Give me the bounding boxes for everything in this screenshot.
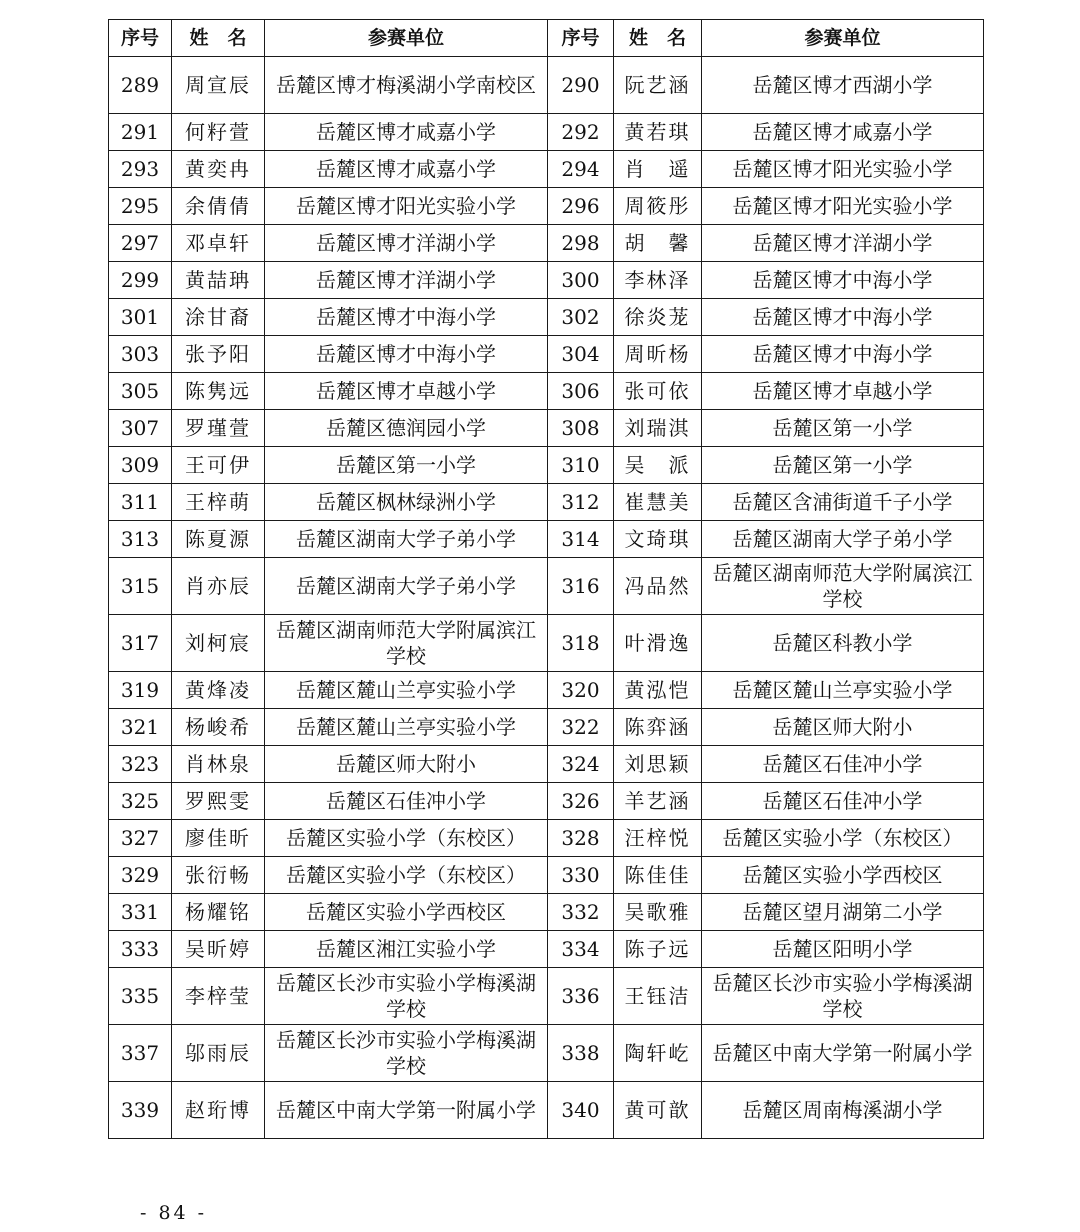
- name-cell: 杨峻希: [172, 709, 265, 746]
- unit-cell: 岳麓区麓山兰亭实验小学: [702, 672, 984, 709]
- name-cell: 赵珩博: [172, 1082, 265, 1139]
- header-seq-left: 序号: [109, 20, 172, 57]
- name-cell: 邬雨辰: [172, 1025, 265, 1082]
- seq-cell: 324: [548, 746, 614, 783]
- seq-cell: 319: [109, 672, 172, 709]
- unit-cell: 岳麓区第一小学: [702, 447, 984, 484]
- name-cell: 周昕杨: [614, 336, 702, 373]
- seq-cell: 328: [548, 820, 614, 857]
- name-cell: 李林泽: [614, 262, 702, 299]
- unit-cell: 岳麓区博才咸嘉小学: [702, 114, 984, 151]
- unit-cell: 岳麓区含浦街道千子小学: [702, 484, 984, 521]
- name-cell: 吴昕婷: [172, 931, 265, 968]
- name-cell: 张可依: [614, 373, 702, 410]
- unit-cell: 岳麓区湖南师范大学附属滨江学校: [265, 615, 548, 672]
- table-row: [109, 1025, 984, 1082]
- seq-cell: 329: [109, 857, 172, 894]
- unit-cell: 岳麓区长沙市实验小学梅溪湖学校: [702, 968, 984, 1025]
- name-cell: 肖 遥: [614, 151, 702, 188]
- seq-cell: 317: [109, 615, 172, 672]
- table-row: [109, 931, 984, 968]
- unit-cell: 岳麓区博才咸嘉小学: [265, 151, 548, 188]
- seq-cell: 297: [109, 225, 172, 262]
- seq-cell: 305: [109, 373, 172, 410]
- unit-cell: 岳麓区周南梅溪湖小学: [702, 1082, 984, 1139]
- name-cell: 涂甘裔: [172, 299, 265, 336]
- name-cell: 邓卓轩: [172, 225, 265, 262]
- table-row: [109, 746, 984, 783]
- seq-cell: 291: [109, 114, 172, 151]
- seq-cell: 327: [109, 820, 172, 857]
- seq-cell: 293: [109, 151, 172, 188]
- seq-cell: 312: [548, 484, 614, 521]
- name-cell: 黄若琪: [614, 114, 702, 151]
- table-row: [109, 783, 984, 820]
- table-row: [109, 820, 984, 857]
- name-cell: 张予阳: [172, 336, 265, 373]
- name-cell: 刘思颖: [614, 746, 702, 783]
- unit-cell: 岳麓区博才洋湖小学: [265, 262, 548, 299]
- header-seq-right: 序号: [548, 20, 614, 57]
- seq-cell: 307: [109, 410, 172, 447]
- unit-cell: 岳麓区长沙市实验小学梅溪湖学校: [265, 1025, 548, 1082]
- seq-cell: 300: [548, 262, 614, 299]
- unit-cell: 岳麓区湖南大学子弟小学: [702, 521, 984, 558]
- header-name-left: 姓 名: [172, 20, 265, 57]
- unit-cell: 岳麓区长沙市实验小学梅溪湖学校: [265, 968, 548, 1025]
- seq-cell: 326: [548, 783, 614, 820]
- unit-cell: 岳麓区实验小学（东校区）: [265, 820, 548, 857]
- unit-cell: 岳麓区湖南师范大学附属滨江学校: [702, 558, 984, 615]
- seq-cell: 333: [109, 931, 172, 968]
- unit-cell: 岳麓区实验小学（东校区）: [702, 820, 984, 857]
- unit-cell: 岳麓区麓山兰亭实验小学: [265, 672, 548, 709]
- header-unit-right: 参赛单位: [702, 20, 984, 57]
- unit-cell: 岳麓区望月湖第二小学: [702, 894, 984, 931]
- unit-cell: 岳麓区博才梅溪湖小学南校区: [265, 57, 548, 114]
- unit-cell: 岳麓区湘江实验小学: [265, 931, 548, 968]
- table-row: [109, 336, 984, 373]
- seq-cell: 298: [548, 225, 614, 262]
- table-row: [109, 188, 984, 225]
- unit-cell: 岳麓区中南大学第一附属小学: [265, 1082, 548, 1139]
- table-row: [109, 1082, 984, 1139]
- table-body: [109, 57, 984, 1139]
- unit-cell: 岳麓区博才洋湖小学: [265, 225, 548, 262]
- name-cell: 陈隽远: [172, 373, 265, 410]
- name-cell: 叶滑逸: [614, 615, 702, 672]
- seq-cell: 331: [109, 894, 172, 931]
- table-row: [109, 373, 984, 410]
- table-row: [109, 225, 984, 262]
- seq-cell: 301: [109, 299, 172, 336]
- seq-cell: 294: [548, 151, 614, 188]
- name-cell: 陈夏源: [172, 521, 265, 558]
- name-cell: 肖林泉: [172, 746, 265, 783]
- seq-cell: 338: [548, 1025, 614, 1082]
- seq-cell: 290: [548, 57, 614, 114]
- unit-cell: 岳麓区石佳冲小学: [265, 783, 548, 820]
- header-name-right: 姓 名: [614, 20, 702, 57]
- name-cell: 刘瑞淇: [614, 410, 702, 447]
- unit-cell: 岳麓区德润园小学: [265, 410, 548, 447]
- name-cell: 廖佳昕: [172, 820, 265, 857]
- unit-cell: 岳麓区石佳冲小学: [702, 746, 984, 783]
- name-cell: 王钰洁: [614, 968, 702, 1025]
- unit-cell: 岳麓区中南大学第一附属小学: [702, 1025, 984, 1082]
- participant-table: [108, 19, 984, 1139]
- seq-cell: 322: [548, 709, 614, 746]
- table-row: [109, 447, 984, 484]
- unit-cell: 岳麓区博才洋湖小学: [702, 225, 984, 262]
- seq-cell: 306: [548, 373, 614, 410]
- table-row: [109, 521, 984, 558]
- name-cell: 罗瑾萱: [172, 410, 265, 447]
- seq-cell: 304: [548, 336, 614, 373]
- unit-cell: 岳麓区实验小学西校区: [265, 894, 548, 931]
- table-header: [109, 20, 984, 57]
- table-row: [109, 894, 984, 931]
- table-row: [109, 57, 984, 114]
- name-cell: 文琦琪: [614, 521, 702, 558]
- name-cell: 陈佳佳: [614, 857, 702, 894]
- seq-cell: 310: [548, 447, 614, 484]
- unit-cell: 岳麓区第一小学: [702, 410, 984, 447]
- name-cell: 肖亦辰: [172, 558, 265, 615]
- seq-cell: 336: [548, 968, 614, 1025]
- seq-cell: 311: [109, 484, 172, 521]
- name-cell: 徐炎茏: [614, 299, 702, 336]
- unit-cell: 岳麓区博才中海小学: [702, 262, 984, 299]
- table-row: [109, 672, 984, 709]
- table-row: [109, 709, 984, 746]
- name-cell: 冯品然: [614, 558, 702, 615]
- name-cell: 何籽萱: [172, 114, 265, 151]
- seq-cell: 302: [548, 299, 614, 336]
- seq-cell: 299: [109, 262, 172, 299]
- unit-cell: 岳麓区博才阳光实验小学: [702, 188, 984, 225]
- table-row: [109, 968, 984, 1025]
- table-row: [109, 299, 984, 336]
- table-row: [109, 114, 984, 151]
- unit-cell: 岳麓区实验小学（东校区）: [265, 857, 548, 894]
- unit-cell: 岳麓区博才阳光实验小学: [702, 151, 984, 188]
- seq-cell: 309: [109, 447, 172, 484]
- seq-cell: 340: [548, 1082, 614, 1139]
- name-cell: 王梓萌: [172, 484, 265, 521]
- table-row: [109, 857, 984, 894]
- seq-cell: 330: [548, 857, 614, 894]
- seq-cell: 314: [548, 521, 614, 558]
- name-cell: 黄喆珃: [172, 262, 265, 299]
- unit-cell: 岳麓区博才卓越小学: [702, 373, 984, 410]
- seq-cell: 332: [548, 894, 614, 931]
- seq-cell: 325: [109, 783, 172, 820]
- name-cell: 王可伊: [172, 447, 265, 484]
- seq-cell: 316: [548, 558, 614, 615]
- seq-cell: 339: [109, 1082, 172, 1139]
- name-cell: 黄奕冉: [172, 151, 265, 188]
- seq-cell: 335: [109, 968, 172, 1025]
- unit-cell: 岳麓区麓山兰亭实验小学: [265, 709, 548, 746]
- table-row: [109, 558, 984, 615]
- seq-cell: 308: [548, 410, 614, 447]
- unit-cell: 岳麓区湖南大学子弟小学: [265, 558, 548, 615]
- seq-cell: 295: [109, 188, 172, 225]
- unit-cell: 岳麓区实验小学西校区: [702, 857, 984, 894]
- name-cell: 余倩倩: [172, 188, 265, 225]
- unit-cell: 岳麓区博才咸嘉小学: [265, 114, 548, 151]
- seq-cell: 334: [548, 931, 614, 968]
- unit-cell: 岳麓区博才中海小学: [265, 336, 548, 373]
- name-cell: 李梓莹: [172, 968, 265, 1025]
- name-cell: 羊艺涵: [614, 783, 702, 820]
- header-row: [109, 20, 984, 57]
- seq-cell: 296: [548, 188, 614, 225]
- unit-cell: 岳麓区博才中海小学: [702, 299, 984, 336]
- name-cell: 陶轩屹: [614, 1025, 702, 1082]
- unit-cell: 岳麓区科教小学: [702, 615, 984, 672]
- name-cell: 陈子远: [614, 931, 702, 968]
- name-cell: 刘柯宸: [172, 615, 265, 672]
- unit-cell: 岳麓区师大附小: [265, 746, 548, 783]
- unit-cell: 岳麓区枫林绿洲小学: [265, 484, 548, 521]
- unit-cell: 岳麓区博才西湖小学: [702, 57, 984, 114]
- unit-cell: 岳麓区博才中海小学: [265, 299, 548, 336]
- name-cell: 杨耀铭: [172, 894, 265, 931]
- unit-cell: 岳麓区湖南大学子弟小学: [265, 521, 548, 558]
- unit-cell: 岳麓区博才中海小学: [702, 336, 984, 373]
- name-cell: 黄可歆: [614, 1082, 702, 1139]
- unit-cell: 岳麓区师大附小: [702, 709, 984, 746]
- seq-cell: 320: [548, 672, 614, 709]
- seq-cell: 303: [109, 336, 172, 373]
- page-number: - 84 -: [140, 1202, 208, 1224]
- seq-cell: 321: [109, 709, 172, 746]
- seq-cell: 313: [109, 521, 172, 558]
- name-cell: 崔慧美: [614, 484, 702, 521]
- name-cell: 周筱彤: [614, 188, 702, 225]
- table-row: [109, 410, 984, 447]
- unit-cell: 岳麓区石佳冲小学: [702, 783, 984, 820]
- name-cell: 陈弈涵: [614, 709, 702, 746]
- header-unit-left: 参赛单位: [265, 20, 548, 57]
- name-cell: 阮艺涵: [614, 57, 702, 114]
- table-row: [109, 615, 984, 672]
- seq-cell: 337: [109, 1025, 172, 1082]
- unit-cell: 岳麓区阳明小学: [702, 931, 984, 968]
- name-cell: 黄泓恺: [614, 672, 702, 709]
- seq-cell: 292: [548, 114, 614, 151]
- unit-cell: 岳麓区博才阳光实验小学: [265, 188, 548, 225]
- name-cell: 张衍畅: [172, 857, 265, 894]
- name-cell: 黄烽凌: [172, 672, 265, 709]
- name-cell: 罗熙雯: [172, 783, 265, 820]
- seq-cell: 323: [109, 746, 172, 783]
- name-cell: 胡 馨: [614, 225, 702, 262]
- table-row: [109, 151, 984, 188]
- name-cell: 吴歌雅: [614, 894, 702, 931]
- name-cell: 周宣辰: [172, 57, 265, 114]
- table-row: [109, 484, 984, 521]
- name-cell: 吴 派: [614, 447, 702, 484]
- unit-cell: 岳麓区第一小学: [265, 447, 548, 484]
- seq-cell: 318: [548, 615, 614, 672]
- unit-cell: 岳麓区博才卓越小学: [265, 373, 548, 410]
- seq-cell: 315: [109, 558, 172, 615]
- table-row: [109, 262, 984, 299]
- seq-cell: 289: [109, 57, 172, 114]
- name-cell: 汪梓悦: [614, 820, 702, 857]
